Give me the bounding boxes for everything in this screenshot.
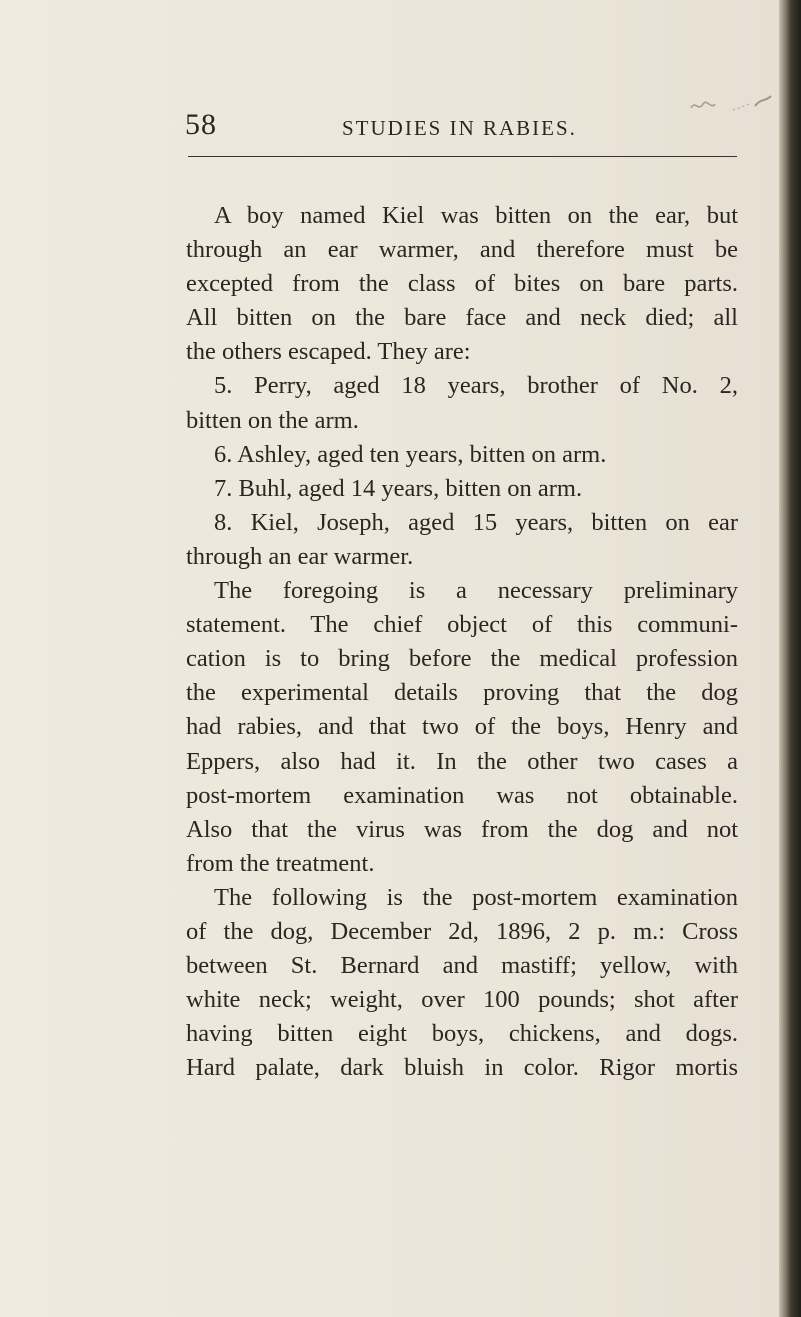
text-line: the experimental details proving that the dog xyxy=(186,679,738,707)
text-line: 5. Perry, aged 18 years, brother of No. 2, xyxy=(214,372,738,400)
text-line: through an ear warmer. xyxy=(186,542,414,570)
text-line: Also that the virus was from the dog and not xyxy=(186,815,738,843)
text-line: between St. Bernard and mastiff; yellow, with xyxy=(186,952,738,980)
body-text xyxy=(186,199,738,1085)
page-binding-edge xyxy=(779,0,801,1317)
text-line: cation is to bring before the medical profession xyxy=(186,645,738,673)
page-number: 58 xyxy=(185,108,217,141)
text-line: the others escaped. They are: xyxy=(186,338,471,366)
text-line: having bitten eight boys, chickens, and dogs. xyxy=(186,1020,738,1048)
text-line: white neck; weight, over 100 pounds; shot after xyxy=(186,986,738,1014)
text-line: 7. Buhl, aged 14 years, bitten on arm. xyxy=(214,474,583,502)
text-line: statement. The chief object of this communi- xyxy=(186,611,738,639)
running-head xyxy=(185,108,737,148)
text-line: from the treatment. xyxy=(186,849,375,877)
text-line: excepted from the class of bites on bare parts. xyxy=(186,270,738,298)
header-rule xyxy=(188,156,737,157)
text-line: 8. Kiel, Joseph, aged 15 years, bitten on ear xyxy=(214,508,738,536)
text-line: had rabies, and that two of the boys, Henry and xyxy=(186,713,738,741)
text-line: Eppers, also had it. In the other two cases a xyxy=(186,747,738,775)
text-line: A boy named Kiel was bitten on the ear, but xyxy=(214,202,738,229)
text-line: of the dog, December 2d, 1896, 2 p. m.: Cross xyxy=(186,917,738,945)
text-line: post-mortem examination was not obtainable. xyxy=(186,781,738,809)
running-title: STUDIES IN RABIES. xyxy=(342,116,577,140)
text-line: 6. Ashley, aged ten years, bitten on arm. xyxy=(214,440,607,468)
text-line: All bitten on the bare face and neck died; all xyxy=(186,304,738,332)
text-line: The foregoing is a necessary preliminary xyxy=(214,577,738,605)
text-line: bitten on the arm. xyxy=(186,406,359,434)
text-line: The following is the post-mortem examination xyxy=(214,883,738,911)
text-line: Hard palate, dark bluish in color. Rigor mortis xyxy=(186,1054,738,1082)
text-line: through an ear warmer, and therefore must be xyxy=(186,236,738,264)
